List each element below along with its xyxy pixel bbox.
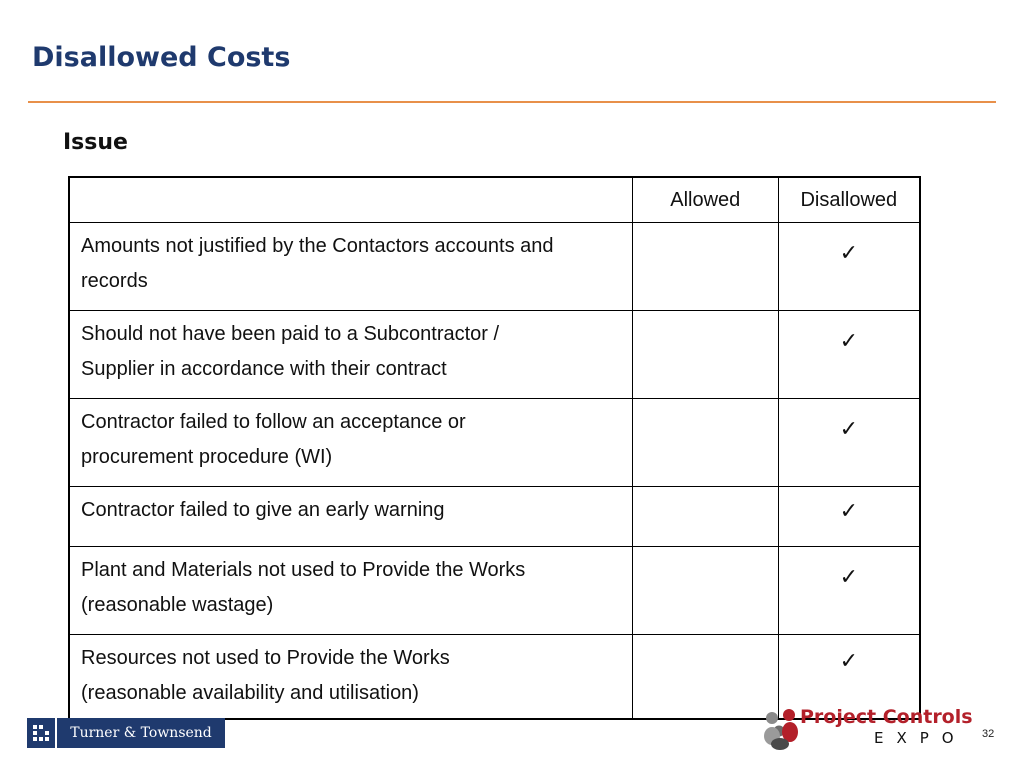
row-description-line: Resources not used to Provide the Works — [81, 647, 450, 669]
section-heading: Issue — [63, 130, 128, 155]
row-description-line: Contractor failed to follow an acceptance or — [81, 411, 466, 433]
row-description-line: Amounts not justified by the Contactors accounts and — [81, 235, 554, 257]
table-row — [69, 311, 920, 399]
people-icon — [762, 706, 800, 750]
allowed-cell — [632, 635, 778, 720]
disallowed-check-icon: ✓ — [778, 399, 920, 487]
row-description-line: Plant and Materials not used to Provide the Works — [81, 559, 526, 581]
row-description — [69, 311, 632, 399]
row-description — [69, 223, 632, 311]
table-header-row — [69, 177, 920, 223]
row-description — [69, 635, 632, 720]
allowed-cell — [632, 547, 778, 635]
title-divider — [28, 101, 996, 103]
header-disallowed: Disallowed — [778, 177, 920, 223]
row-description — [69, 399, 632, 487]
slide-title: Disallowed Costs — [32, 42, 291, 73]
row-description-line: Should not have been paid to a Subcontractor / — [81, 323, 500, 345]
allowed-cell — [632, 399, 778, 487]
row-description — [69, 487, 632, 547]
project-controls-expo-logo — [762, 704, 982, 754]
turner-townsend-wordmark: Turner & Townsend — [57, 718, 225, 748]
disallowed-check-icon: ✓ — [778, 635, 920, 720]
table-row — [69, 487, 920, 547]
allowed-cell — [632, 311, 778, 399]
row-description — [69, 547, 632, 635]
table-row — [69, 223, 920, 311]
row-description-line: procurement procedure (WI) — [81, 446, 333, 468]
allowed-cell — [632, 223, 778, 311]
turner-townsend-grid-icon — [27, 718, 55, 748]
row-description-line: Contractor failed to give an early warning — [81, 499, 445, 521]
allowed-cell — [632, 487, 778, 547]
row-description-line: (reasonable wastage) — [81, 594, 274, 616]
table-row — [69, 399, 920, 487]
table-row — [69, 547, 920, 635]
project-controls-wordmark: Project Controls — [800, 706, 973, 728]
turner-townsend-logo — [27, 718, 225, 748]
row-description-line: records — [81, 270, 148, 292]
disallowed-check-icon: ✓ — [778, 223, 920, 311]
expo-wordmark: EXPO — [874, 729, 967, 747]
header-allowed: Allowed — [632, 177, 778, 223]
row-description-line: Supplier in accordance with their contract — [81, 358, 447, 380]
disallowed-check-icon: ✓ — [778, 311, 920, 399]
page-number: 32 — [982, 728, 995, 740]
cost-table — [68, 176, 921, 720]
disallowed-check-icon: ✓ — [778, 547, 920, 635]
row-description-line: (reasonable availability and utilisation) — [81, 682, 419, 704]
disallowed-check-icon: ✓ — [778, 487, 920, 547]
header-description — [69, 177, 632, 223]
